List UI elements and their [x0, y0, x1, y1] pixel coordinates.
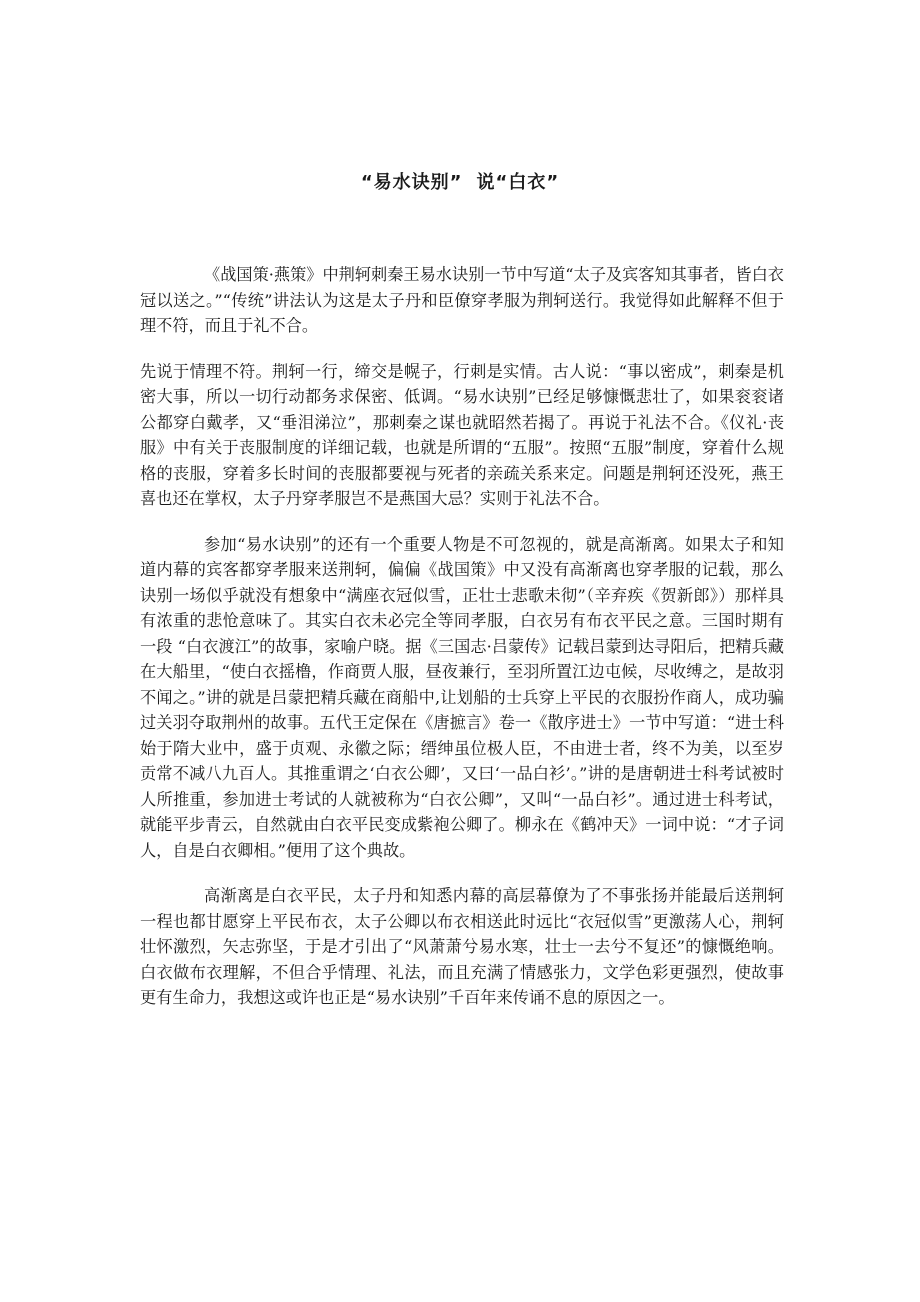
paragraph-gao-jianli: 参加“易水诀别”的还有一个重要人物是不可忽视的，就是高渐离。如果太子和知道内幕的宾客都穿孝服来送荆轲，偏偏《战国策》中又没有高渐离也穿孝服的记载，那么诀别一场似乎就没有想象中“满座衣冠似雪，正壮士悲歌未彻”（辛弃疾《贺新郎》）那样具有浓重的悲怆意味了。其实白衣未必完全等同孝服，白衣另有布衣平民之意。三国时期有一段 “白衣渡江”的故事，家喻户晓。据《三国志·吕蒙传》记载吕蒙到达寻阳后，把精兵藏在大船里，“使白衣摇橹，作商贾人服，昼夜兼行，至羽所置江边屯候，尽收缚之，是故羽不闻之。”讲的就是吕蒙把精兵藏在商船中,让划船的士兵穿上平民的衣服扮作商人，成功骗过关羽夺取荆州的故事。五代王定保在《唐摭言》卷一《散序进士》一节中写道：“进士科始于隋大业中，盛于贞观、永徽之际；缙绅虽位极人臣，不由进士者，终不为美，以至岁贡常不减八九百人。其推重谓之‘白衣公卿’，又曰‘一品白衫’。”讲的是唐朝进士科考试被时人所推重，参加进士考试的人就被称为“白衣公卿”，又叫“一品白衫”。通过进士科考试，就能平步青云，自然就由白衣平民变成紫袍公卿了。柳永在《鹤冲天》一词中说：“才子词人，自是白衣卿相。”便用了这个典故。: [140, 534, 784, 860]
paragraph-intro: 《战国策·燕策》中荆轲刺秦王易水诀别一节中写道“太子及宾客知其事者，皆白衣冠以送之。”“传统”讲法认为这是太子丹和臣僚穿孝服为荆轲送行。我觉得如此解释不但于理不符，而且于礼不合。: [140, 265, 784, 335]
document-body: [140, 262, 784, 1031]
paragraph-reasoning: 先说于情理不符。荆轲一行，缔交是幌子，行刺是实情。古人说：“事以密成”，刺秦是机密大事，所以一切行动都务求保密、低调。“易水诀别”已经足够慷慨悲壮了，如果衮衮诸公都穿白戴孝，又“垂泪涕泣”，那刺秦之谋也就昭然若揭了。再说于礼法不合。《仪礼·丧服》中有关于丧服制度的详细记载，也就是所谓的“五服”。按照“五服”制度，穿着什么规格的丧服，穿着多长时间的丧服都要视与死者的亲疏关系来定。问题是荆轲还没死，燕王喜也还在掌权，太子丹穿孝服岂不是燕国大忌？实则于礼法不合。: [140, 361, 784, 508]
paragraph-conclusion: 高渐离是白衣平民，太子丹和知悉内幕的高层幕僚为了不事张扬并能最后送荆轲一程也都甘愿穿上平民布衣，太子公卿以布衣相送此时远比“衣冠似雪”更激荡人心，荆轲壮怀激烈，矢志弥坚，于是才引出了“风萧萧兮易水寒，壮士一去兮不复还”的慷慨绝响。白衣做布衣理解，不但合乎情理、礼法，而且充满了情感张力，文学色彩更强烈，使故事更有生命力，我想这或许也正是“易水诀别”千百年来传诵不息的原因之一。: [140, 886, 784, 1007]
title-part-two: 说“白衣”: [476, 172, 560, 193]
title-part-one: “易水诀别”: [360, 172, 463, 193]
document-title: [0, 168, 920, 194]
